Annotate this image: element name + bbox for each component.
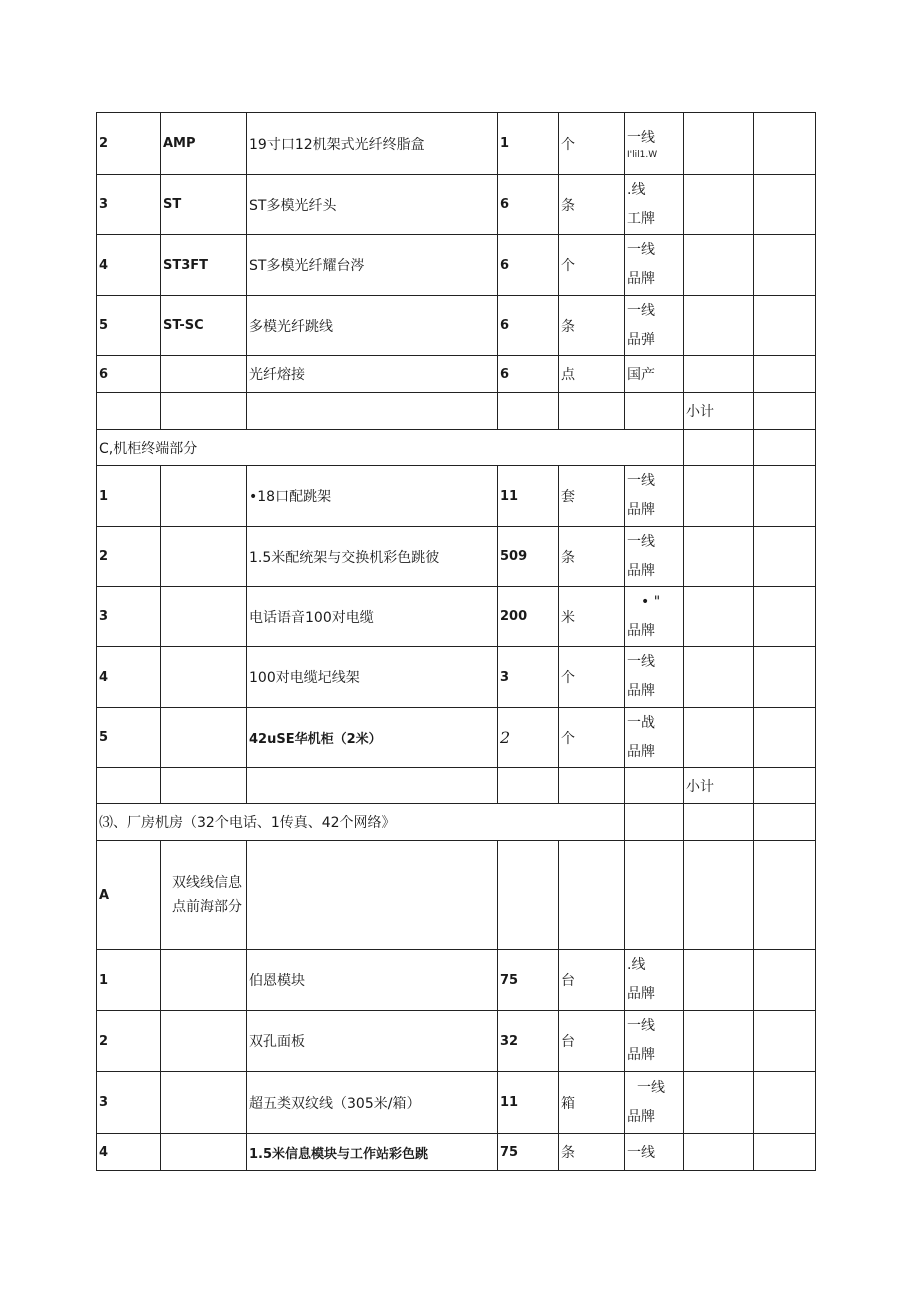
row-qty xyxy=(498,708,559,768)
row-unit: 台 xyxy=(559,1011,625,1072)
row-qty: 6 xyxy=(498,175,559,235)
row-unit: 箱 xyxy=(559,1072,625,1134)
table-row xyxy=(97,113,816,175)
empty-cell xyxy=(754,1134,816,1171)
table-row xyxy=(97,527,816,587)
table-row xyxy=(97,1011,816,1072)
row-number: 2 xyxy=(97,527,161,587)
row-unit: 套 xyxy=(559,466,625,527)
qty-value: 2 xyxy=(500,728,511,747)
row-name: 双孔面板 xyxy=(247,1011,498,1072)
empty-cell xyxy=(161,647,247,708)
origin-line: 品牌 xyxy=(627,1047,655,1063)
empty-cell xyxy=(684,113,754,175)
empty-cell xyxy=(559,841,625,950)
row-qty: 32 xyxy=(498,1011,559,1072)
row-qty: 6 xyxy=(498,356,559,393)
empty-cell xyxy=(161,950,247,1011)
empty-cell xyxy=(754,356,816,393)
row-unit: 个 xyxy=(559,647,625,708)
table-row xyxy=(97,1134,816,1171)
empty-cell xyxy=(559,393,625,430)
row-unit: 个 xyxy=(559,113,625,175)
row-qty: 75 xyxy=(498,950,559,1011)
origin-line: 品牌 xyxy=(627,502,655,518)
origin-line: 一线 xyxy=(627,302,655,319)
origin-line: 一线 xyxy=(637,1079,665,1096)
empty-cell xyxy=(625,393,684,430)
origin-line: 品牌 xyxy=(627,683,655,699)
empty-cell xyxy=(161,1134,247,1171)
row-name: 19寸口12机架式光纤终脂盒 xyxy=(247,113,498,175)
subtotal-label: 小计 xyxy=(684,768,754,804)
origin-line: .线 xyxy=(627,957,646,973)
empty-cell xyxy=(754,1072,816,1134)
empty-cell xyxy=(684,356,754,393)
empty-cell xyxy=(161,1011,247,1072)
row-origin xyxy=(625,647,684,708)
empty-cell xyxy=(247,393,498,430)
empty-cell xyxy=(684,804,754,841)
empty-cell xyxy=(754,804,816,841)
row-brand: AMP xyxy=(161,113,247,175)
empty-cell xyxy=(684,430,754,466)
row-qty: 509 xyxy=(498,527,559,587)
empty-cell xyxy=(498,393,559,430)
row-origin xyxy=(625,587,684,647)
row-name: 100对电缆圮线架 xyxy=(247,647,498,708)
row-unit: 条 xyxy=(559,296,625,356)
empty-cell xyxy=(754,1011,816,1072)
row-origin xyxy=(625,235,684,296)
equipment-table xyxy=(96,112,816,1171)
section-title: ⑶、厂房机房（32个电话、1传真、42个网络》 xyxy=(97,804,625,841)
empty-cell xyxy=(161,587,247,647)
table-row xyxy=(97,708,816,768)
empty-cell xyxy=(754,113,816,175)
empty-cell xyxy=(559,768,625,804)
row-number: 4 xyxy=(97,235,161,296)
subsection-title-text: 双线线信息点前海部分 xyxy=(172,875,242,915)
empty-cell xyxy=(684,1011,754,1072)
row-origin xyxy=(625,175,684,235)
origin-line: .线 xyxy=(627,181,646,198)
empty-cell xyxy=(625,841,684,950)
section-header-row xyxy=(97,804,816,841)
row-qty: 11 xyxy=(498,1072,559,1134)
empty-cell xyxy=(684,708,754,768)
row-brand: ST-SC xyxy=(161,296,247,356)
row-unit: 个 xyxy=(559,708,625,768)
empty-cell xyxy=(97,393,161,430)
origin-line: 一线 xyxy=(627,1018,655,1034)
row-origin: 国产 xyxy=(625,356,684,393)
origin-line: 品牌 xyxy=(627,1108,655,1125)
row-number: 6 xyxy=(97,356,161,393)
row-unit: 条 xyxy=(559,527,625,587)
row-unit: 条 xyxy=(559,175,625,235)
origin-line: 品牌 xyxy=(627,986,655,1002)
table-row xyxy=(97,587,816,647)
empty-cell xyxy=(684,296,754,356)
empty-cell xyxy=(247,768,498,804)
empty-cell xyxy=(754,841,816,950)
table-row xyxy=(97,950,816,1011)
empty-cell xyxy=(684,1134,754,1171)
empty-cell xyxy=(684,235,754,296)
row-unit: 条 xyxy=(559,1134,625,1171)
row-number: 3 xyxy=(97,1072,161,1134)
subsection-row xyxy=(97,841,816,950)
table-row xyxy=(97,466,816,527)
row-origin xyxy=(625,113,684,175)
section-title: C,机柜终端部分 xyxy=(97,430,684,466)
empty-cell xyxy=(754,587,816,647)
row-name: ST多模光纤耀台涔 xyxy=(247,235,498,296)
empty-cell xyxy=(684,175,754,235)
row-qty: 200 xyxy=(498,587,559,647)
subtotal-row xyxy=(97,768,816,804)
empty-cell xyxy=(754,647,816,708)
origin-line: 一战 xyxy=(627,714,655,731)
row-name: 多模光纤跳线 xyxy=(247,296,498,356)
origin-line: • " xyxy=(641,593,661,610)
row-unit: 个 xyxy=(559,235,625,296)
empty-cell xyxy=(754,175,816,235)
row-origin xyxy=(625,950,684,1011)
row-origin xyxy=(625,1072,684,1134)
section-header-row xyxy=(97,430,816,466)
empty-cell xyxy=(161,708,247,768)
empty-cell xyxy=(754,235,816,296)
subsection-title xyxy=(161,841,247,950)
empty-cell xyxy=(754,430,816,466)
empty-cell xyxy=(161,1072,247,1134)
row-qty: 6 xyxy=(498,296,559,356)
subsection-number: A xyxy=(97,841,161,950)
origin-line: I'lil1.W xyxy=(627,149,658,160)
empty-cell xyxy=(161,393,247,430)
table-row xyxy=(97,235,816,296)
origin-line: 一线 xyxy=(627,533,655,550)
row-number: 4 xyxy=(97,647,161,708)
empty-cell xyxy=(754,950,816,1011)
row-number: 4 xyxy=(97,1134,161,1171)
empty-cell xyxy=(684,1072,754,1134)
row-name: 1.5米信息模块与工作站彩色跳 xyxy=(247,1134,498,1171)
row-number: 3 xyxy=(97,175,161,235)
row-unit: 米 xyxy=(559,587,625,647)
row-number: 1 xyxy=(97,466,161,527)
empty-cell xyxy=(754,393,816,430)
row-unit: 台 xyxy=(559,950,625,1011)
row-number: 5 xyxy=(97,708,161,768)
row-origin: 一线 xyxy=(625,1134,684,1171)
row-number: 2 xyxy=(97,113,161,175)
row-name: 1.5米配统架与交换机彩色跳彼 xyxy=(247,527,498,587)
table-row xyxy=(97,356,816,393)
subtotal-row xyxy=(97,393,816,430)
origin-line: 品牌 xyxy=(627,271,655,287)
row-name: •18口配跳架 xyxy=(247,466,498,527)
table-row xyxy=(97,1072,816,1134)
origin-line: 一线 xyxy=(627,654,655,670)
origin-line: 一线 xyxy=(627,473,655,489)
table-row xyxy=(97,175,816,235)
table-row xyxy=(97,647,816,708)
row-brand: ST xyxy=(161,175,247,235)
origin-line: 工牌 xyxy=(627,210,655,227)
origin-line: 品牌 xyxy=(627,743,655,760)
row-name: 超五类双纹线（305米/箱） xyxy=(247,1072,498,1134)
empty-cell xyxy=(684,587,754,647)
empty-cell xyxy=(684,647,754,708)
origin-line: 一线 xyxy=(627,129,655,146)
origin-line: 一线 xyxy=(627,242,655,258)
empty-cell xyxy=(684,841,754,950)
empty-cell xyxy=(754,466,816,527)
empty-cell xyxy=(247,841,498,950)
row-origin xyxy=(625,296,684,356)
empty-cell xyxy=(754,708,816,768)
empty-cell xyxy=(754,296,816,356)
row-name: ST多模光纤头 xyxy=(247,175,498,235)
empty-cell xyxy=(684,950,754,1011)
row-qty: 11 xyxy=(498,466,559,527)
row-name: 电话语音100对电缆 xyxy=(247,587,498,647)
row-qty: 75 xyxy=(498,1134,559,1171)
row-qty: 6 xyxy=(498,235,559,296)
row-origin xyxy=(625,466,684,527)
row-name: 光纤熔接 xyxy=(247,356,498,393)
empty-cell xyxy=(684,527,754,587)
empty-cell xyxy=(161,768,247,804)
row-unit: 点 xyxy=(559,356,625,393)
empty-cell xyxy=(498,768,559,804)
origin-line: 品弹 xyxy=(627,331,655,348)
empty-cell xyxy=(684,466,754,527)
row-name: 42uSE华机柜（2米） xyxy=(247,708,498,768)
row-number: 2 xyxy=(97,1011,161,1072)
row-origin xyxy=(625,708,684,768)
empty-cell xyxy=(625,804,684,841)
table-row xyxy=(97,296,816,356)
origin-line: 品牌 xyxy=(627,622,655,639)
empty-cell xyxy=(754,527,816,587)
origin-line: 品牌 xyxy=(627,562,655,579)
row-origin xyxy=(625,1011,684,1072)
subtotal-label: 小计 xyxy=(684,393,754,430)
row-brand: ST3FT xyxy=(161,235,247,296)
empty-cell xyxy=(754,768,816,804)
row-brand xyxy=(161,356,247,393)
row-number: 1 xyxy=(97,950,161,1011)
row-origin xyxy=(625,527,684,587)
empty-cell xyxy=(625,768,684,804)
empty-cell xyxy=(498,841,559,950)
row-qty: 1 xyxy=(498,113,559,175)
empty-cell xyxy=(161,527,247,587)
empty-cell xyxy=(97,768,161,804)
row-number: 5 xyxy=(97,296,161,356)
empty-cell xyxy=(161,466,247,527)
row-name: 伯恩模块 xyxy=(247,950,498,1011)
row-number: 3 xyxy=(97,587,161,647)
row-qty: 3 xyxy=(498,647,559,708)
